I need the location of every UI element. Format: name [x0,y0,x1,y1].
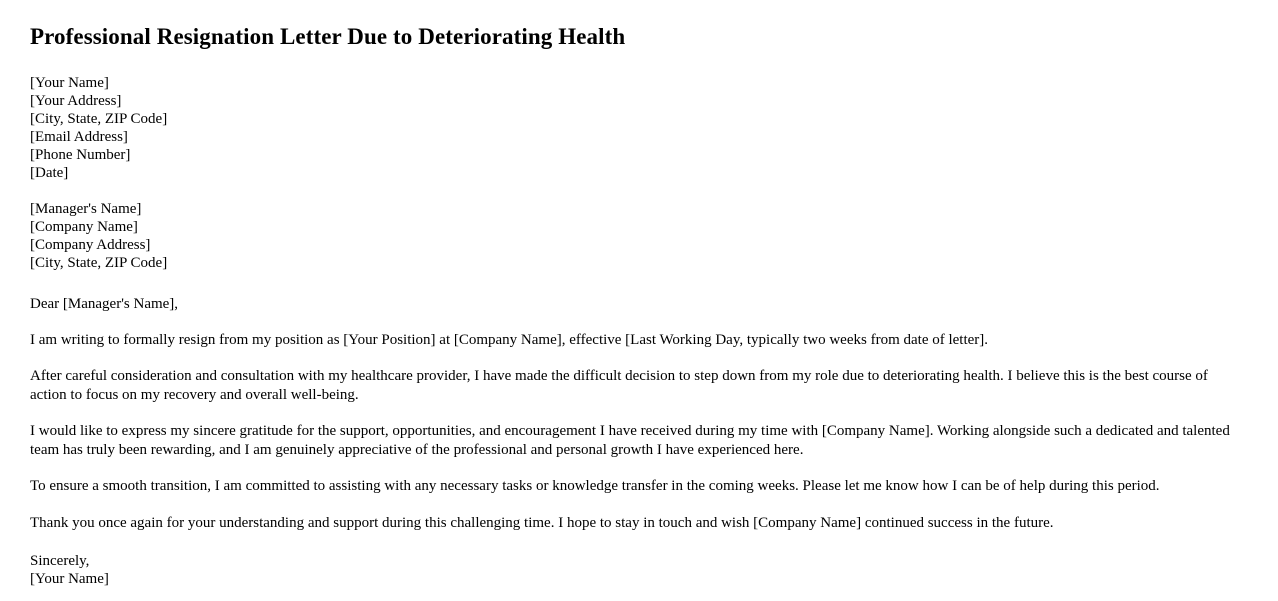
sender-city-state-zip: [City, State, ZIP Code] [30,110,168,127]
sender-phone: [Phone Number] [30,146,131,163]
signature-name: [Your Name] [30,571,109,588]
body-paragraph-2: After careful consideration and consultation with my healthcare provider, I have made the difficult decision to step down from my role due to deteriorating health. I believe this is the best course of action to focus on my recovery and overall well-being. [30,368,1208,403]
recipient-company-name: [Company Name] [30,218,138,235]
body-paragraph-4: To ensure a smooth transition, I am committed to assisting with any necessary tasks or knowledge transfer in the coming weeks. Please let me know how I can be of help during this period. [30,478,1160,495]
body-paragraph-5: Thank you once again for your understanding and support during this challenging time. I hope to stay in touch and wish [Company Name] continued success in the future. [30,514,1054,531]
sender-address-block [30,74,1248,182]
sender-name: [Your Name] [30,74,109,91]
page-title: Professional Resignation Letter Due to Deteriorating Health [30,24,626,49]
recipient-manager-name: [Manager's Name] [30,200,142,217]
salutation: Dear [Manager's Name], [30,295,179,312]
body-paragraph-1: I am writing to formally resign from my position as [Your Position] at [Company Name], effective [Last Working Day, typically two weeks from date of letter]. [30,331,989,348]
sender-email: [Email Address] [30,128,128,145]
body-paragraph-3: I would like to express my sincere gratitude for the support, opportunities, and encouragement I have received during my time with [Company Name]. Working alongside such a dedicated and talented team has truly been rewarding, and I am genuinely appreciative of the professional and personal growth I have experienced here. [30,423,1230,458]
letter-date: [Date] [30,164,69,181]
recipient-city-state-zip: [City, State, ZIP Code] [30,254,168,271]
recipient-address-block [30,200,1248,272]
recipient-company-address: [Company Address] [30,236,151,253]
signature-block [30,552,1248,588]
closing-line: Sincerely, [30,553,90,570]
sender-street: [Your Address] [30,92,122,109]
